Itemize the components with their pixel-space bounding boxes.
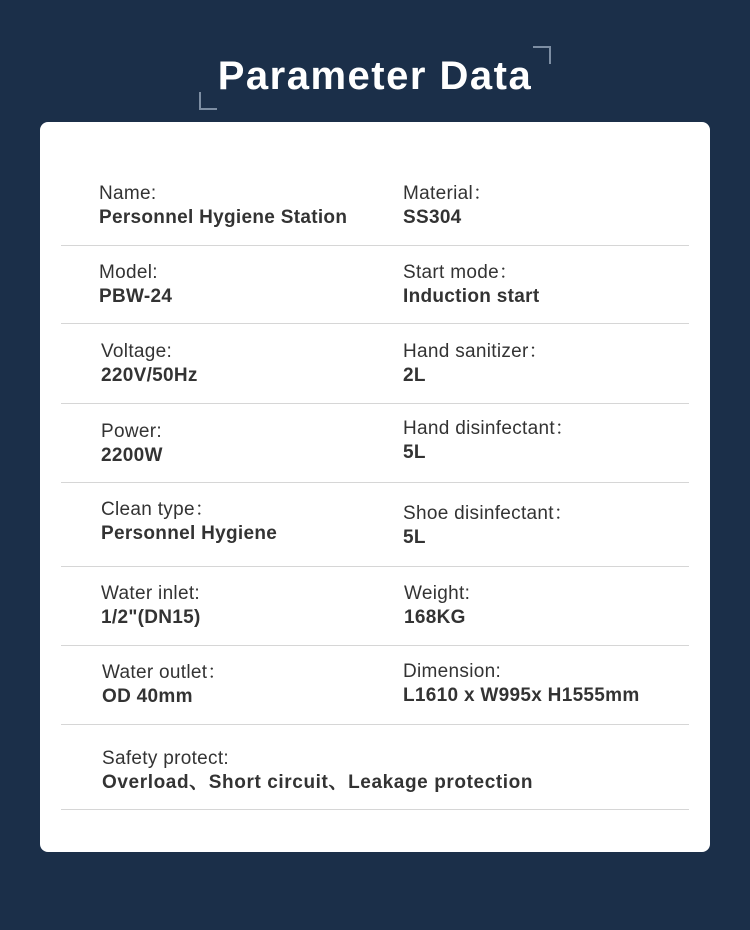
page-title: Parameter Data — [217, 54, 533, 98]
param-label-model: Model: — [99, 262, 158, 283]
param-value-name: Personnel Hygiene Station — [99, 207, 348, 228]
param-label-hand-disinfectant: Hand disinfectant： — [403, 418, 575, 439]
param-value-hand-sanitizer: 2L — [403, 365, 426, 386]
param-label-safety-protect: Safety protect: — [102, 748, 230, 769]
param-row — [61, 483, 689, 567]
param-row — [61, 324, 689, 404]
param-row — [61, 725, 689, 810]
param-label-shoe-disinfectant: Shoe disinfectant： — [403, 503, 574, 524]
param-label-water-outlet: Water outlet： — [102, 662, 227, 683]
param-value-water-outlet: OD 40mm — [102, 686, 193, 707]
param-label-clean-type: Clean type： — [101, 499, 215, 520]
param-value-start-mode: Induction start — [403, 286, 540, 307]
param-value-water-inlet: 1/2"(DN15) — [101, 607, 201, 628]
param-value-model: PBW-24 — [99, 286, 173, 307]
param-label-weight: Weight: — [404, 583, 471, 604]
param-value-hand-disinfectant: 5L — [403, 442, 426, 463]
param-value-voltage: 220V/50Hz — [101, 365, 198, 386]
param-row — [61, 246, 689, 324]
param-label-material: Material： — [403, 183, 493, 204]
param-value-material: SS304 — [403, 207, 462, 228]
param-label-start-mode: Start mode： — [403, 262, 519, 283]
param-label-power: Power: — [101, 421, 162, 442]
param-value-dimension: L1610 x W995x H1555mm — [403, 685, 640, 706]
param-label-water-inlet: Water inlet: — [101, 583, 200, 604]
param-value-safety-protect: Overload、Short circuit、Leakage protection — [102, 772, 534, 793]
param-label-hand-sanitizer: Hand sanitizer： — [403, 341, 548, 362]
param-value-weight: 168KG — [404, 607, 466, 628]
param-row — [61, 567, 689, 646]
param-label-name: Name: — [99, 183, 157, 204]
param-label-voltage: Voltage: — [101, 341, 173, 362]
param-row — [61, 404, 689, 483]
param-value-shoe-disinfectant: 5L — [403, 527, 426, 548]
param-value-power: 2200W — [101, 445, 163, 466]
header — [0, 0, 750, 120]
param-row — [61, 646, 689, 725]
param-value-clean-type: Personnel Hygiene — [101, 523, 278, 544]
param-label-dimension: Dimension: — [403, 661, 502, 682]
parameter-card — [40, 122, 710, 852]
param-row — [61, 172, 689, 246]
